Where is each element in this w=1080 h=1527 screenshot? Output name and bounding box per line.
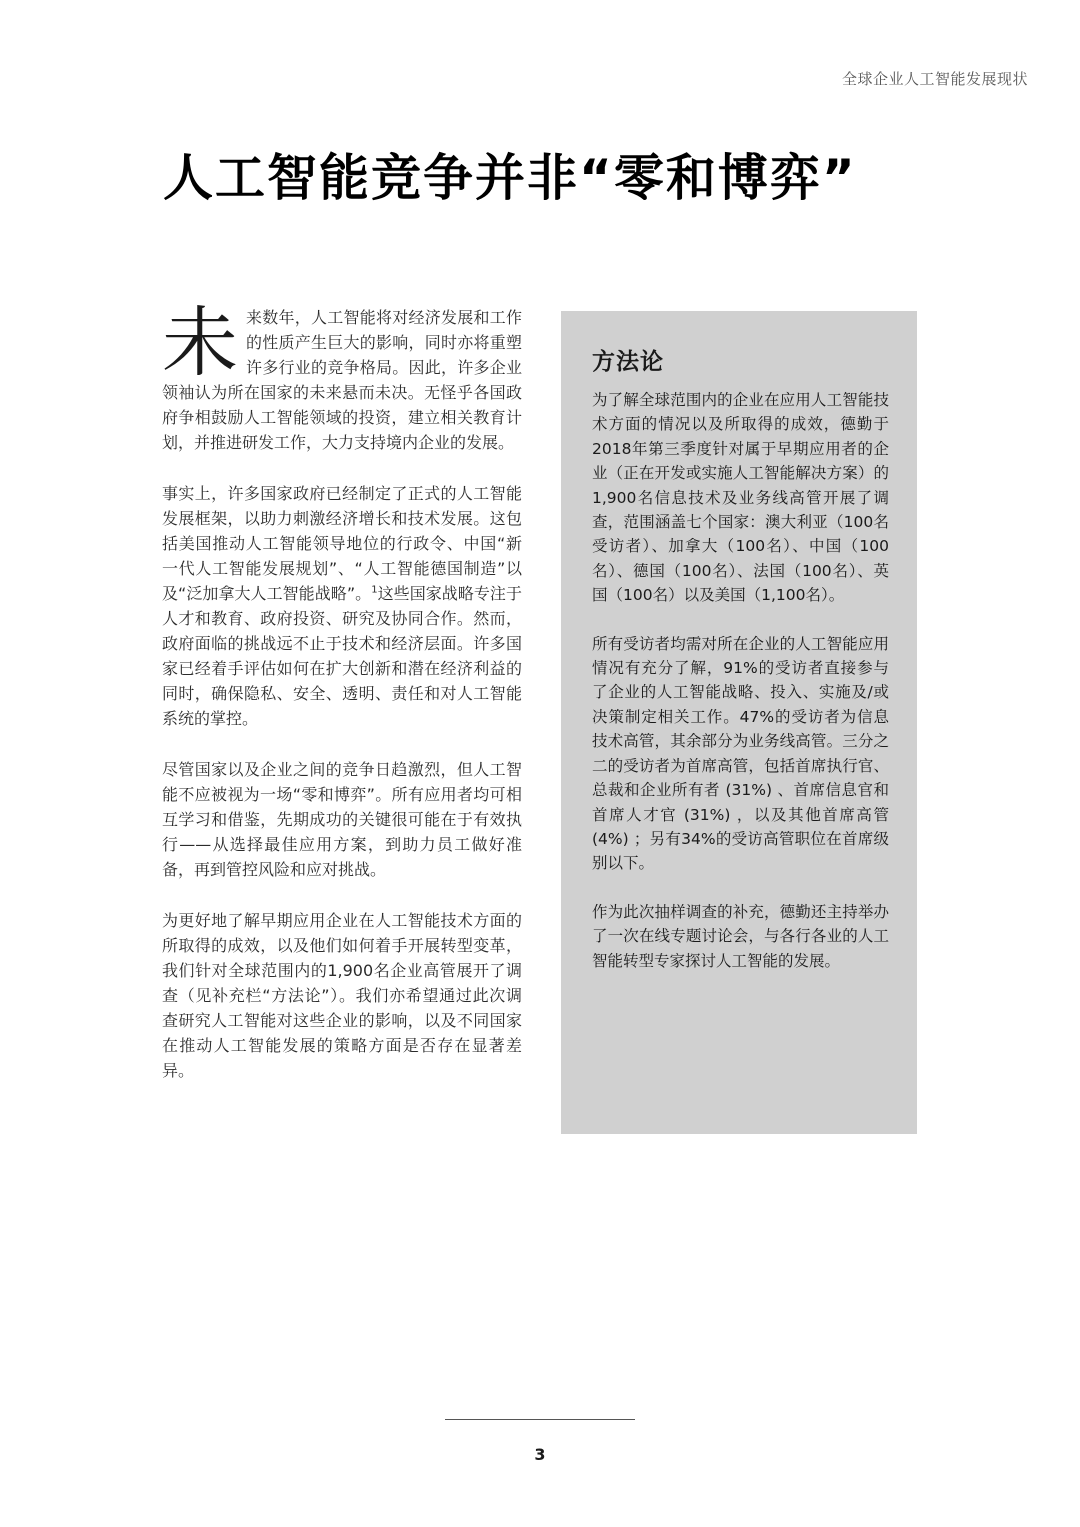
article-body: [162, 298, 522, 1109]
sidebar-title: 方法论: [592, 349, 664, 375]
article-paragraph-3: 尽管国家以及企业之间的竞争日趋激烈，但人工智能不应被视为一场“零和博弈”。所有应用者均可相互学习和借鉴，先期成功的关键很可能在于有效执行——从选择最佳应用方案，到助力员工做好准备，再到管控风险和应对挑战。: [162, 760, 522, 879]
footnote-reference: 1: [371, 584, 378, 596]
article-paragraph-1: [162, 298, 522, 455]
page-title: 人工智能竞争并非“零和博弈”: [163, 149, 857, 207]
paragraph-1-text: 来数年，人工智能将对经济发展和工作的性质产生巨大的影响，同时亦将重塑许多行业的竞争格局。因此，许多企业领袖认为所在国家的未来悬而未决。无怪乎各国政府争相鼓励人工智能领域的投资，建立相关教育计划，并推进研发工作，大力支持境内企业的发展。: [162, 308, 522, 452]
drop-cap: 未: [162, 298, 238, 387]
paragraph-2-text-b: 这些国家战略专注于人才和教育、政府投资、研究及协同合作。然而，政府面临的挑战远不止于技术和经济层面。许多国家已经着手评估如何在扩大创新和潜在经济利益的同时，确保隐私、安全、透明、责任和对人工智能系统的掌控。: [162, 584, 522, 728]
sidebar-paragraph-1: 为了解全球范围内的企业在应用人工智能技术方面的情况以及所取得的成效，德勤于2018年第三季度针对属于早期应用者的企业（正在开发或实施人工智能解决方案）的1,900名信息技术及业务线高管开展了调查，范围涵盖七个国家：澳大利亚（100名受访者）、加拿大（100名）、中国（100名）、德国（100名）、法国（100名）、英国（100名）以及美国（1,100名）。: [592, 391, 889, 605]
running-header: 全球企业人工智能发展现状: [841, 70, 1028, 88]
article-paragraph-4: 为更好地了解早期应用企业在人工智能技术方面的所取得的成效，以及他们如何着手开展转型变革，我们针对全球范围内的1,900名企业高管展开了调查（见补充栏“方法论”）。我们亦希望通过此次调查研究人工智能对这些企业的影响，以及不同国家在推动人工智能发展的策略方面是否存在显著差异。: [162, 911, 522, 1080]
page-number: 3: [534, 1445, 546, 1464]
methodology-sidebar: [561, 311, 917, 1134]
sidebar-paragraph-3: 作为此次抽样调查的补充，德勤还主持举办了一次在线专题讨论会，与各行各业的人工智能转型专家探讨人工智能的发展。: [592, 902, 889, 970]
paragraph-2-text-a: 事实上，许多国家政府已经制定了正式的人工智能发展框架，以助力刺激经济增长和技术发展。这包括美国推动人工智能领导地位的行政令、中国“新一代人工智能发展规划”、“人工智能德国制造”以及“泛加拿大人工智能战略”。: [162, 484, 522, 603]
article-paragraph-2: [162, 481, 522, 731]
footer-divider: [445, 1419, 635, 1420]
sidebar-paragraph-2: 所有受访者均需对所在企业的人工智能应用情况有充分了解，91%的受访者直接参与了企业的人工智能战略、投入、实施及/或决策制定相关工作。47%的受访者为信息技术高管，其余部分为业务线高管。三分之二的受访者为首席高管，包括首席执行官、总裁和企业所有者 (31%) 、首席信息官和首席人才官 (31%) ，以及其他首席高管 (4%) ；另有34%的受访高管职位在首席级别以下。: [592, 634, 889, 873]
